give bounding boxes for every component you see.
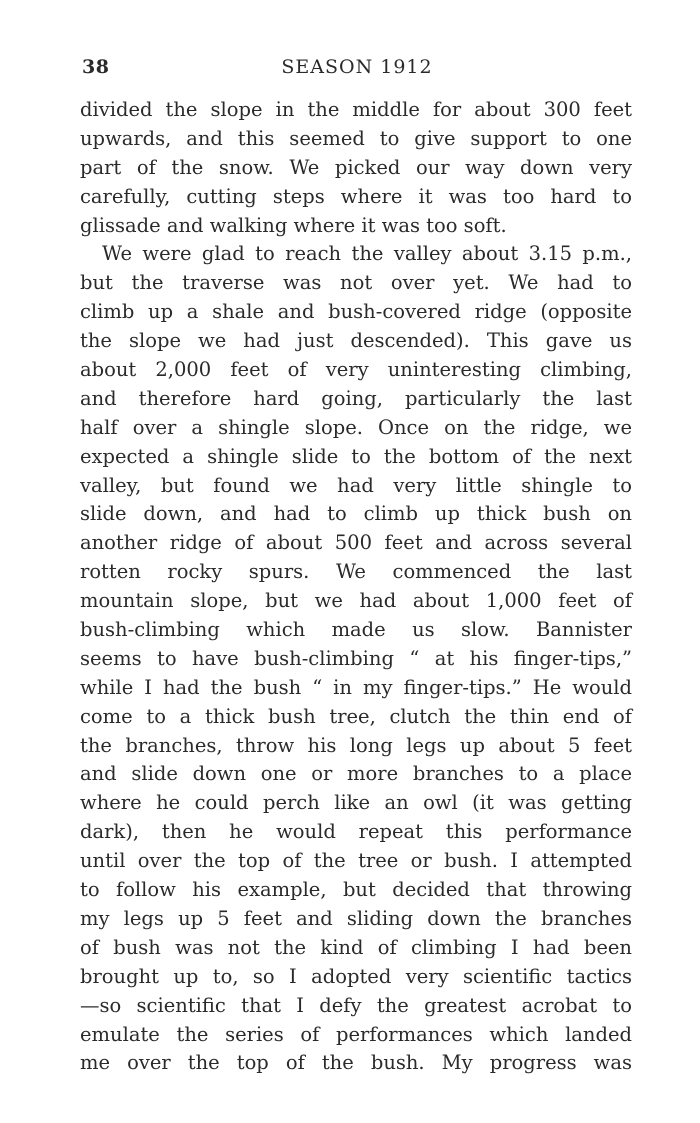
- text-line: me over the top of the bush. My progress was: [80, 1051, 632, 1075]
- text-line: expected a shingle slide to the bottom of the next: [80, 444, 632, 468]
- text-line: upwards, and this seemed to give support to one: [80, 126, 632, 150]
- text-line: of bush was not the kind of climbing I had been: [80, 935, 632, 959]
- text-line: seems to have bush-climbing “ at his finger-tips,”: [80, 646, 632, 670]
- text-line: another ridge of about 500 feet and across several: [80, 531, 632, 555]
- text-line: bush-climbing which made us slow. Bannister: [80, 618, 632, 642]
- text-line: and slide down one or more branches to a place: [80, 762, 632, 786]
- text-line: carefully, cutting steps where it was too hard to: [80, 184, 632, 208]
- text-line: rotten rocky spurs. We commenced the last: [80, 560, 632, 584]
- text-line: about 2,000 feet of very uninteresting climbing,: [80, 358, 632, 382]
- text-line: and therefore hard going, particularly the last: [80, 386, 632, 410]
- text-line: the slope we had just descended). This gave us: [80, 329, 632, 353]
- text-line: where he could perch like an owl (it was getting: [80, 791, 632, 815]
- text-line: We were glad to reach the valley about 3.15 p.m.,: [102, 242, 632, 266]
- page-number: 38: [82, 56, 110, 78]
- text-line: mountain slope, but we had about 1,000 feet of: [80, 589, 632, 613]
- text-line: while I had the bush “ in my finger-tips.” He would: [80, 675, 632, 699]
- text-line: slide down, and had to climb up thick bush on: [80, 502, 632, 526]
- text-line: part of the snow. We picked our way down very: [80, 155, 632, 179]
- text-line: come to a thick bush tree, clutch the thin end of: [80, 704, 632, 728]
- text-line: but the traverse was not over yet. We had to: [80, 271, 632, 295]
- text-line: —so scientific that I defy the greatest acrobat to: [80, 993, 632, 1017]
- text-line: the branches, throw his long legs up about 5 feet: [80, 733, 632, 757]
- text-line: dark), then he would repeat this performance: [80, 820, 632, 844]
- text-line: my legs up 5 feet and sliding down the branches: [80, 906, 632, 930]
- running-head: SEASON 1912: [281, 56, 433, 78]
- text-line: brought up to, so I adopted very scientific tactics: [80, 964, 632, 988]
- text-line: glissade and walking where it was too soft.: [80, 213, 507, 237]
- page-header: [82, 56, 632, 86]
- text-line: climb up a shale and bush-covered ridge (opposite: [80, 300, 632, 324]
- text-line: divided the slope in the middle for about 300 feet: [80, 98, 632, 121]
- body-text: [80, 96, 632, 1078]
- text-line: emulate the series of performances which landed: [80, 1022, 632, 1046]
- text-line: to follow his example, but decided that throwing: [80, 878, 632, 902]
- text-line: until over the top of the tree or bush. I attempted: [80, 849, 632, 873]
- text-line: valley, but found we had very little shingle to: [80, 473, 632, 497]
- text-line: half over a shingle slope. Once on the ridge, we: [80, 415, 632, 439]
